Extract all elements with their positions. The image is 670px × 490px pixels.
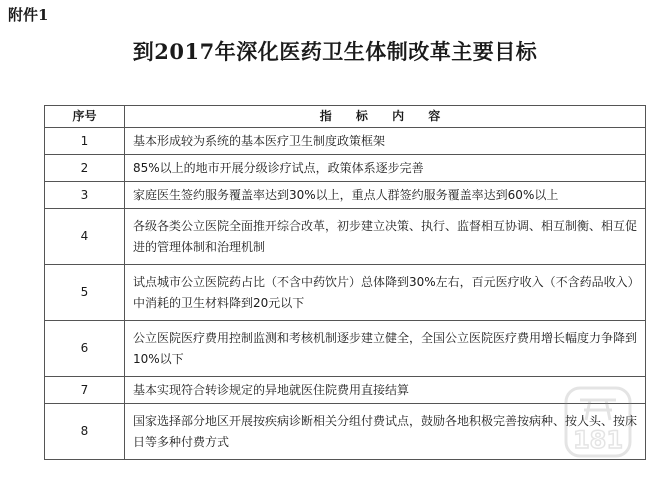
watermark-text: 181 xyxy=(572,426,624,454)
table-row xyxy=(45,209,646,265)
attachment-label: 附件1 xyxy=(8,6,49,24)
row-number: 5 xyxy=(45,265,125,321)
header-no: 序号 xyxy=(45,106,125,128)
table-row xyxy=(45,128,646,155)
table-row xyxy=(45,155,646,182)
row-number: 4 xyxy=(45,209,125,265)
document-title: 到2017年深化医药卫生体制改革主要目标 xyxy=(132,39,538,64)
row-number: 7 xyxy=(45,377,125,404)
row-text: 各级各类公立医院全面推开综合改革，初步建立决策、执行、监督相互协调、相互制衡、相互促进的管理体制和治理机制 xyxy=(125,209,646,265)
row-number: 8 xyxy=(45,404,125,460)
header-content: 指 标 内 容 xyxy=(319,109,451,123)
table-row xyxy=(45,377,646,404)
row-number: 6 xyxy=(45,321,125,377)
row-number: 3 xyxy=(45,182,125,209)
row-text: 85%以上的地市开展分级诊疗试点，政策体系逐步完善 xyxy=(125,155,646,182)
row-text: 基本实现符合转诊规定的异地就医住院费用直接结算 xyxy=(125,377,646,404)
row-text: 公立医院医疗费用控制监测和考核机制逐步建立健全，全国公立医院医疗费用增长幅度力争降到10%以下 xyxy=(125,321,646,377)
row-number: 1 xyxy=(45,128,125,155)
table-row xyxy=(45,182,646,209)
table-header-row xyxy=(45,106,646,128)
table-row xyxy=(45,321,646,377)
row-text: 基本形成较为系统的基本医疗卫生制度政策框架 xyxy=(125,128,646,155)
targets-table xyxy=(44,105,646,460)
row-text: 国家选择部分地区开展按疾病诊断相关分组付费试点，鼓励各地积极完善按病种、按人头、按床日等多种付费方式 xyxy=(125,404,646,460)
row-text: 试点城市公立医院药占比（不含中药饮片）总体降到30%左右，百元医疗收入（不含药品收入）中消耗的卫生材料降到20元以下 xyxy=(125,265,646,321)
table-row xyxy=(45,265,646,321)
table-row xyxy=(45,404,646,460)
row-text: 家庭医生签约服务覆盖率达到30%以上，重点人群签约服务覆盖率达到60%以上 xyxy=(125,182,646,209)
row-number: 2 xyxy=(45,155,125,182)
